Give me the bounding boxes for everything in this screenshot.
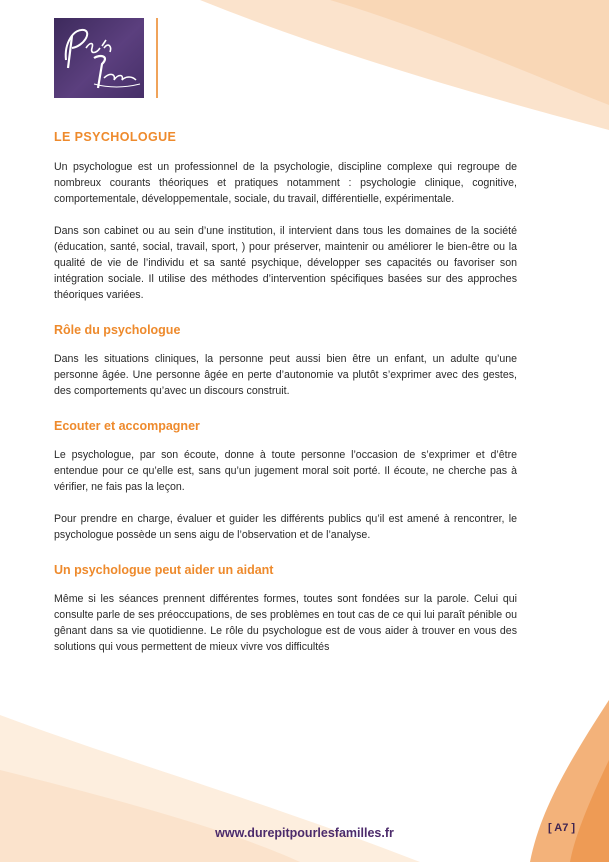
page-title: LE PSYCHOLOGUE — [54, 130, 177, 144]
footer-url-link[interactable]: www.durepitpourlesfamilles.fr — [215, 826, 394, 840]
section-heading-listen: Ecouter et accompagner — [54, 419, 200, 433]
section-listen-paragraph-1: Le psychologue, par son écoute, donne à toute personne l’occasion de s’exprimer et d’être entendue pour ce qu’elle est, sans qu’un jugement moral soit porté. Il écoute, ne cherche pas à vérifier, ne fais pas la leçon. — [54, 449, 517, 493]
logo — [54, 18, 144, 98]
section-heading-role: Rôle du psychologue — [54, 323, 181, 337]
section-heading-help: Un psychologue peut aider un aidant — [54, 563, 274, 577]
section-help-paragraph: Même si les séances prennent différentes formes, toutes sont fondées sur la parole. Celui qui consulte parle de ses préoccupations, de ses problèmes en tout cas de ce qui lui paraît pénible ou gênant dans sa vie quotidienne. Le rôle du psychologue est de vous aider à trouver en vous des solutions qui vous permettent de mieux vivre vos difficultés — [54, 593, 517, 653]
header-divider — [156, 18, 158, 98]
intro-paragraph-1: Un psychologue est un professionnel de la psychologie, discipline complexe qui regroupe de nombreux courants théoriques et pratiques notamment : psychologie clinique, cognitive, comportementale, développementale, sociale, du travail, différentielle, expérimentale. — [54, 161, 517, 205]
section-listen-paragraph-2: Pour prendre en charge, évaluer et guider les différents publics qu’il est amené à rencontrer, le psychologue possède un sens aigu de l’observation et de l’analyse. — [54, 513, 517, 541]
section-role-paragraph: Dans les situations cliniques, la personne peut aussi bien être un enfant, un adulte qu’une personne âgée. Une personne âgée en perte d’autonomie va plutôt s’exprimer avec des gestes, des comportements qu’avec un discours construit. — [54, 353, 517, 397]
page-number: [ A7 ] — [548, 822, 576, 834]
logo-lettering-icon — [54, 18, 144, 98]
intro-paragraph-2: Dans son cabinet ou au sein d’une institution, il intervient dans tous les domaines de la société (éducation, santé, social, travail, sport, ) pour préserver, maintenir ou améliorer le bien-être ou la qualité de vie de l’individu et sa santé psychique, développer ses capacités ou favoriser son intégration sociale. Il utilise des méthodes d’intervention spécifiques basées sur des approches théoriques variées. — [54, 225, 517, 301]
main-content — [54, 130, 517, 671]
